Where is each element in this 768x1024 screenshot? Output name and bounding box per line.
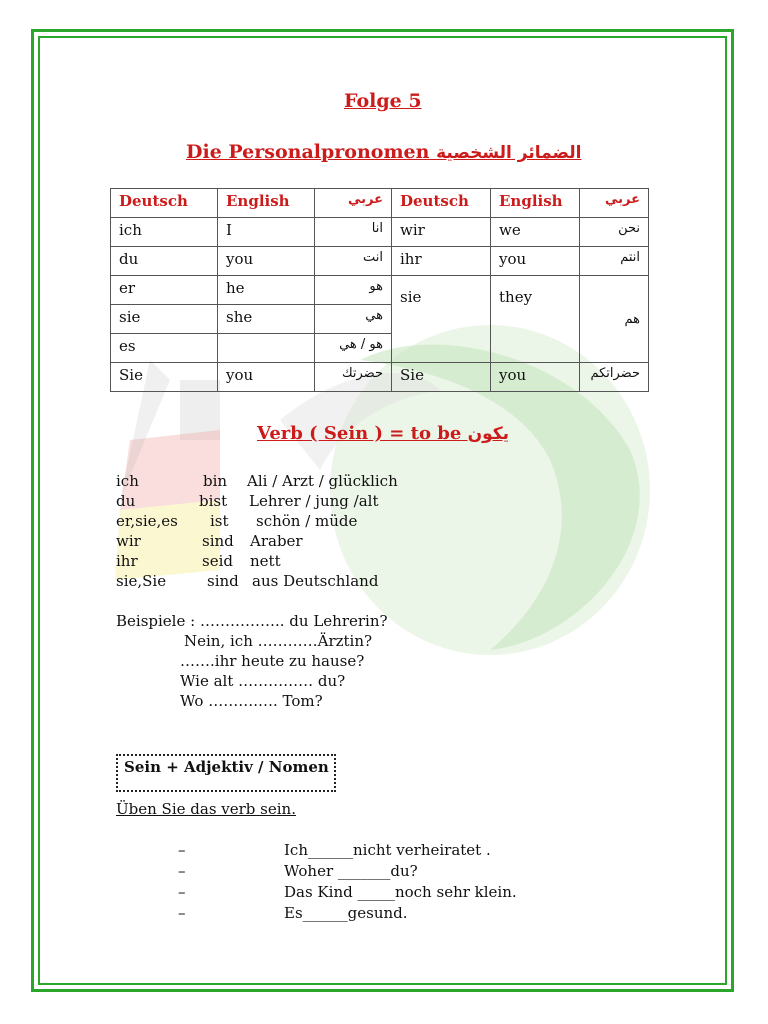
pronoun: er,sie,es [116,512,178,530]
example-text: Lehrer / jung /alt [249,492,379,510]
section-title-de: Die Personalpronomen [186,141,430,163]
section-title [186,141,581,163]
section-title-ar: الضمائر الشخصية [436,143,582,163]
example-text: aus Deutschland [252,572,379,590]
pronoun: wir [116,532,141,550]
example-text: Araber [250,532,303,550]
bullet: – [178,862,186,880]
table-cell: he [218,276,315,305]
example-text: schön / müde [256,512,358,530]
verb-form: seid [202,552,233,570]
bullet: – [178,841,186,859]
col-header: English [218,189,315,218]
verb-form: ist [210,512,229,530]
table-cell: er [111,276,218,305]
exercise-item: Ich______nicht verheiratet . [284,841,491,859]
table-row [111,276,649,305]
example-line: …………….. du Lehrerin? [200,612,388,630]
table-cell: they [491,276,580,363]
table-cell: sie [392,276,491,363]
verb-heading [257,423,509,444]
table-cell: sie [111,305,218,334]
table-cell: هم [580,276,649,363]
verb-form: bist [199,492,228,510]
examples-label: Beispiele : [116,612,196,630]
exercise-item: Es______gesund. [284,904,408,922]
table-cell [218,334,315,363]
example-line: Wie alt …………… du? [180,672,346,690]
verb-heading-de: Verb ( Sein ) = to be [257,423,462,444]
example-line: …….ihr heute zu hause? [180,652,365,670]
table-header-row [111,189,649,218]
bullet: – [178,883,186,901]
table-cell: هو / هي [315,334,392,363]
pronoun: sie,Sie [116,572,167,590]
rule-box-label: Sein + Adjektiv / Nomen [124,758,329,776]
table-cell: ich [111,218,218,247]
bullet: – [178,904,186,922]
page-title: Folge 5 [344,90,422,112]
table-cell: wir [392,218,491,247]
table-cell: ihr [392,247,491,276]
verb-form: sind [202,532,234,550]
exercise-item: Woher _______du? [284,862,418,880]
example-text: nett [250,552,281,570]
table-row [111,218,649,247]
col-header: English [491,189,580,218]
table-cell: انت [315,247,392,276]
exercise-heading: Üben Sie das verb sein. [116,800,296,818]
table-cell: حضراتكم [580,363,649,392]
example-line: Nein, ich …………Ärztin? [184,632,373,650]
table-cell: انا [315,218,392,247]
col-header: عربي [315,189,392,218]
table-row [111,247,649,276]
table-cell: you [491,247,580,276]
table-cell: I [218,218,315,247]
example-text: Ali / Arzt / glücklich [247,472,398,490]
table-row [111,363,649,392]
table-cell: نحن [580,218,649,247]
col-header: عربي [580,189,649,218]
table-cell: she [218,305,315,334]
table-cell: Sie [111,363,218,392]
verb-form: sind [207,572,239,590]
table-cell: انتم [580,247,649,276]
table-cell: du [111,247,218,276]
table-cell: هي [315,305,392,334]
table-cell: you [218,247,315,276]
pronoun: ihr [116,552,138,570]
verb-heading-ar: يكون [467,424,510,444]
table-cell: you [491,363,580,392]
table-cell: you [218,363,315,392]
col-header: Deutsch [392,189,491,218]
table-cell: we [491,218,580,247]
personal-pronoun-table [110,188,649,392]
col-header: Deutsch [111,189,218,218]
example-line: Wo ……….…. Tom? [180,692,323,710]
table-cell: Sie [392,363,491,392]
pronoun: du [116,492,136,510]
table-cell: es [111,334,218,363]
verb-form: bin [203,472,228,490]
pronoun: ich [116,472,139,490]
exercise-item: Das Kind _____noch sehr klein. [284,883,517,901]
table-cell: هو [315,276,392,305]
table-cell: حضرتك [315,363,392,392]
